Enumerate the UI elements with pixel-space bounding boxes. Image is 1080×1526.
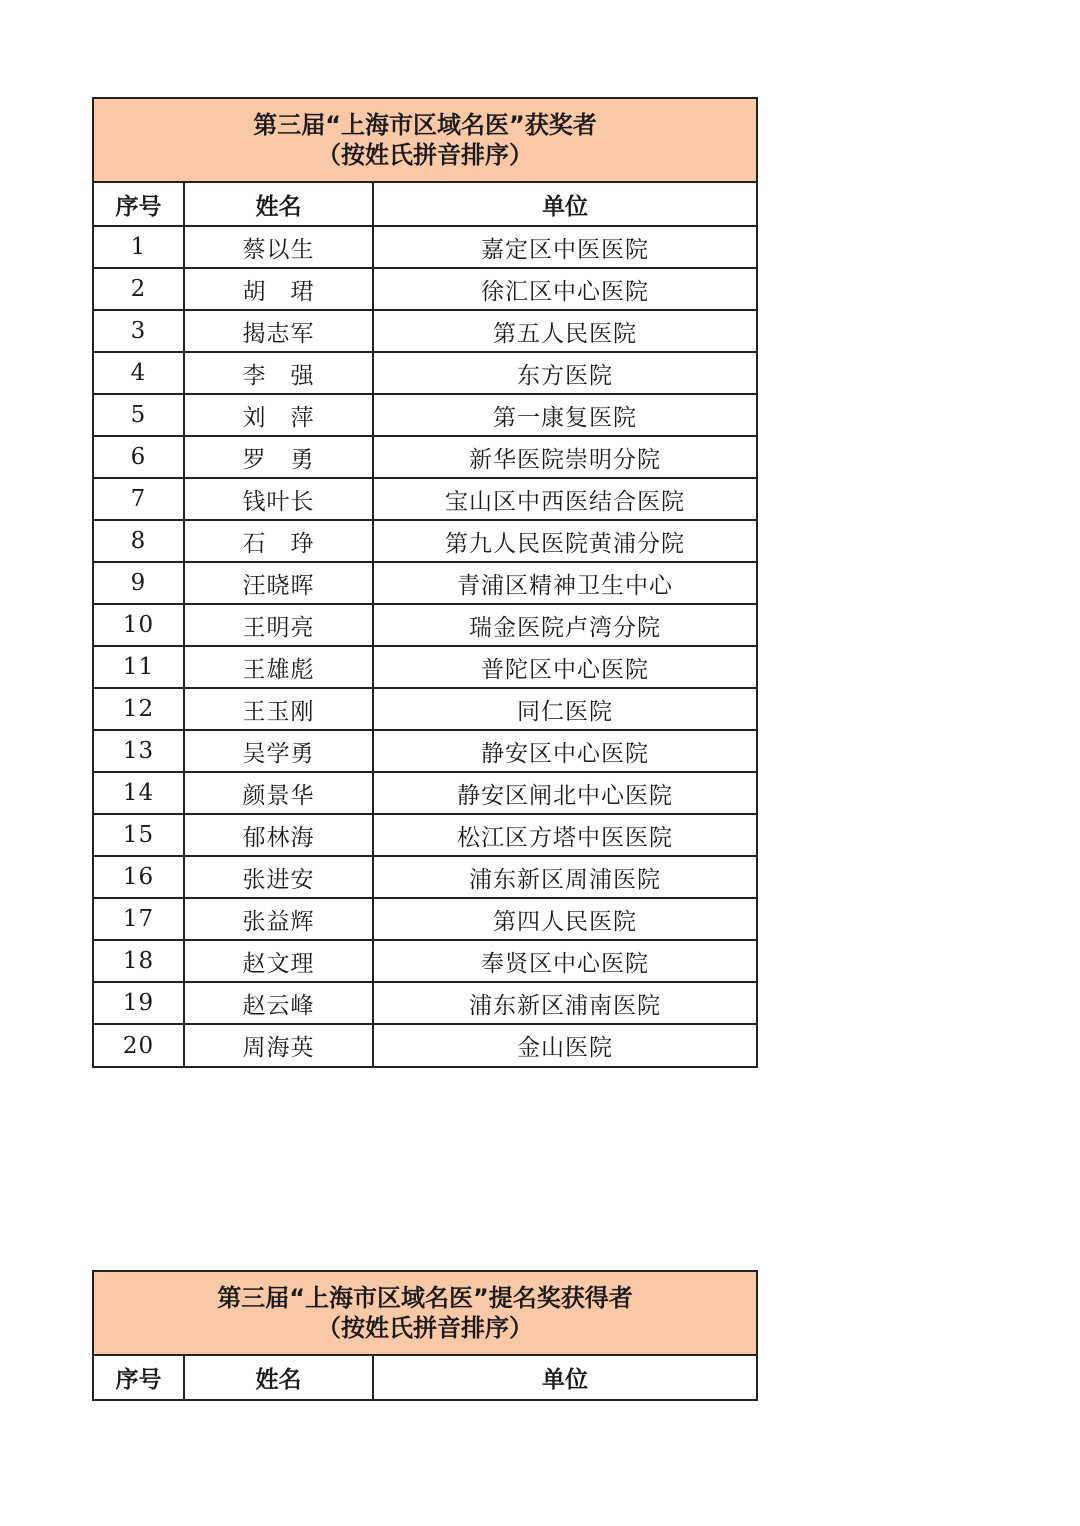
row-num: 13 [94, 730, 184, 772]
row-num: 16 [94, 856, 184, 898]
row-name: 罗 勇 [184, 436, 373, 478]
row-unit: 奉贤区中心医院 [373, 940, 756, 982]
header-num: 序号 [94, 1356, 184, 1399]
table-row [94, 688, 756, 730]
row-unit: 松江区方塔中医医院 [373, 814, 756, 856]
row-unit: 普陀区中心医院 [373, 646, 756, 688]
row-num: 20 [94, 1024, 184, 1066]
row-name: 揭志军 [184, 310, 373, 352]
row-name: 刘 萍 [184, 394, 373, 436]
header-unit: 单位 [542, 1367, 588, 1393]
table-row [94, 814, 756, 856]
awardees-grid [94, 183, 756, 1066]
row-name: 王玉刚 [184, 688, 373, 730]
row-unit: 嘉定区中医医院 [373, 226, 756, 268]
row-num: 7 [94, 478, 184, 520]
row-name: 胡 珺 [184, 268, 373, 310]
row-num: 9 [94, 562, 184, 604]
row-num: 18 [94, 940, 184, 982]
header-row [94, 1356, 756, 1399]
table-row [94, 352, 756, 394]
header-unit: 单位 [373, 183, 756, 226]
row-unit: 新华医院崇明分院 [373, 436, 756, 478]
row-name: 钱叶长 [184, 478, 373, 520]
table-row [94, 268, 756, 310]
row-num: 3 [94, 310, 184, 352]
row-name: 王雄彪 [184, 646, 373, 688]
awardees-title-cell [94, 99, 756, 183]
nominees-table [92, 1270, 758, 1401]
awardees-subtitle: （按姓氏拼音排序） [317, 141, 533, 169]
row-unit: 第九人民医院黄浦分院 [373, 520, 756, 562]
row-name: 赵云峰 [184, 982, 373, 1024]
table-row [94, 310, 756, 352]
nominees-subtitle: （按姓氏拼音排序） [317, 1314, 533, 1342]
row-num: 2 [94, 268, 184, 310]
table-row [94, 772, 756, 814]
row-num: 12 [94, 688, 184, 730]
row-num: 14 [94, 772, 184, 814]
row-name: 郁林海 [184, 814, 373, 856]
row-unit: 金山医院 [517, 1035, 613, 1061]
row-num: 15 [94, 814, 184, 856]
table-row [94, 982, 756, 1024]
row-num: 10 [94, 604, 184, 646]
nominees-grid [94, 1356, 756, 1399]
row-num: 8 [94, 520, 184, 562]
row-name: 颜景华 [184, 772, 373, 814]
row-unit: 同仁医院 [373, 688, 756, 730]
row-name: 吴学勇 [184, 730, 373, 772]
table-row [94, 730, 756, 772]
table-row [94, 394, 756, 436]
table-row [94, 856, 756, 898]
row-unit: 浦东新区浦南医院 [373, 982, 756, 1024]
table-row [94, 478, 756, 520]
row-unit: 第四人民医院 [373, 898, 756, 940]
row-num: 19 [94, 982, 184, 1024]
header-name: 姓名 [184, 1356, 373, 1399]
row-unit: 瑞金医院卢湾分院 [373, 604, 756, 646]
nominees-title-cell [94, 1272, 756, 1356]
row-num: 1 [94, 226, 184, 268]
row-num: 17 [94, 898, 184, 940]
nominees-title: 第三届“上海市区域名医”提名奖获得者 [217, 1284, 633, 1312]
header-num: 序号 [94, 183, 184, 226]
row-unit: 徐汇区中心医院 [373, 268, 756, 310]
row-num: 5 [94, 394, 184, 436]
table-row [94, 226, 756, 268]
row-unit: 浦东新区周浦医院 [373, 856, 756, 898]
row-unit: 静安区闸北中心医院 [373, 772, 756, 814]
row-name: 张益辉 [184, 898, 373, 940]
awardees-title: 第三届“上海市区域名医”获奖者 [253, 111, 597, 139]
row-name: 蔡以生 [184, 226, 373, 268]
row-num: 11 [94, 646, 184, 688]
row-name: 石 琤 [184, 520, 373, 562]
table-row [94, 604, 756, 646]
table-row [94, 520, 756, 562]
row-name: 赵文理 [184, 940, 373, 982]
row-name: 周海英 [184, 1024, 373, 1066]
row-unit: 第一康复医院 [373, 394, 756, 436]
awardees-body [94, 226, 756, 1066]
table-row [94, 1024, 756, 1066]
table-row [94, 562, 756, 604]
header-row [94, 183, 756, 226]
awardees-table [92, 97, 758, 1068]
table-row [94, 898, 756, 940]
row-num: 4 [94, 352, 184, 394]
row-name: 张进安 [184, 856, 373, 898]
header-name: 姓名 [184, 183, 373, 226]
table-row [94, 646, 756, 688]
row-num: 6 [94, 436, 184, 478]
row-unit: 静安区中心医院 [373, 730, 756, 772]
row-unit: 第五人民医院 [373, 310, 756, 352]
table-row [94, 940, 756, 982]
row-unit: 东方医院 [373, 352, 756, 394]
row-unit: 青浦区精神卫生中心 [373, 562, 756, 604]
table-row [94, 436, 756, 478]
row-unit: 宝山区中西医结合医院 [373, 478, 756, 520]
row-name: 汪晓晖 [184, 562, 373, 604]
row-name: 王明亮 [184, 604, 373, 646]
row-name: 李 强 [184, 352, 373, 394]
